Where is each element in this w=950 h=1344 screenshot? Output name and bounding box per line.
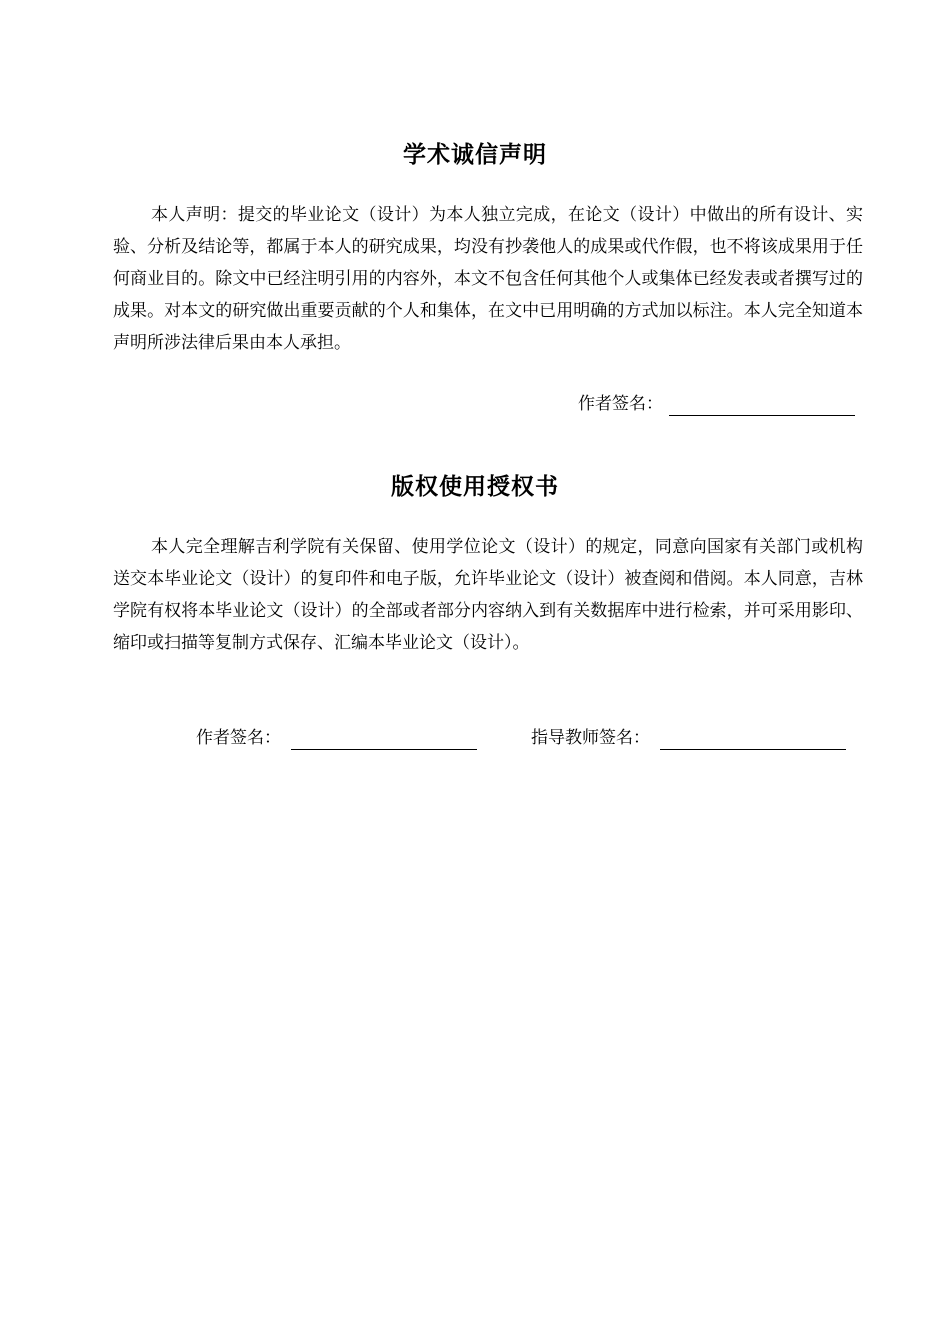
copyright-author-signature bbox=[196, 726, 477, 754]
copyright-authorization-body: 本人完全理解吉利学院有关保留、使用学位论文（设计）的规定，同意向国家有关部门或机构送交本毕业论文（设计）的复印件和电子版，允许毕业论文（设计）被查阅和借阅。本人同意，吉林学院有权将本毕业论文（设计）的全部或者部分内容纳入到有关数据库中进行检索，并可采用影印、缩印或扫描等复制方式保存、汇编本毕业论文（设计）。 bbox=[113, 537, 863, 653]
integrity-statement-body: 本人声明：提交的毕业论文（设计）为本人独立完成，在论文（设计）中做出的所有设计、实验、分析及结论等，都属于本人的研究成果，均没有抄袭他人的成果或代作假，也不将该成果用于任何商业目的。除文中已经注明引用的内容外，本文不包含任何其他个人或集体已经发表或者撰写过的成果。对本文的研究做出重要贡献的个人和集体，在文中已用明确的方式加以标注。本人完全知道本声明所涉法律后果由本人承担。 bbox=[113, 205, 863, 353]
author-signature-label: 作者签名： bbox=[196, 728, 281, 748]
author-signature-line[interactable] bbox=[291, 727, 477, 750]
copyright-authorization-title: 版权使用授权书 bbox=[391, 474, 559, 500]
integrity-statement-title: 学术诚信声明 bbox=[403, 142, 547, 168]
advisor-signature-line[interactable] bbox=[660, 727, 846, 750]
copyright-advisor-signature bbox=[531, 726, 846, 754]
advisor-signature-label: 指导教师签名： bbox=[531, 728, 650, 748]
author-signature-line[interactable] bbox=[669, 393, 855, 416]
author-signature-label: 作者签名： bbox=[578, 394, 663, 414]
integrity-author-signature bbox=[578, 392, 855, 420]
